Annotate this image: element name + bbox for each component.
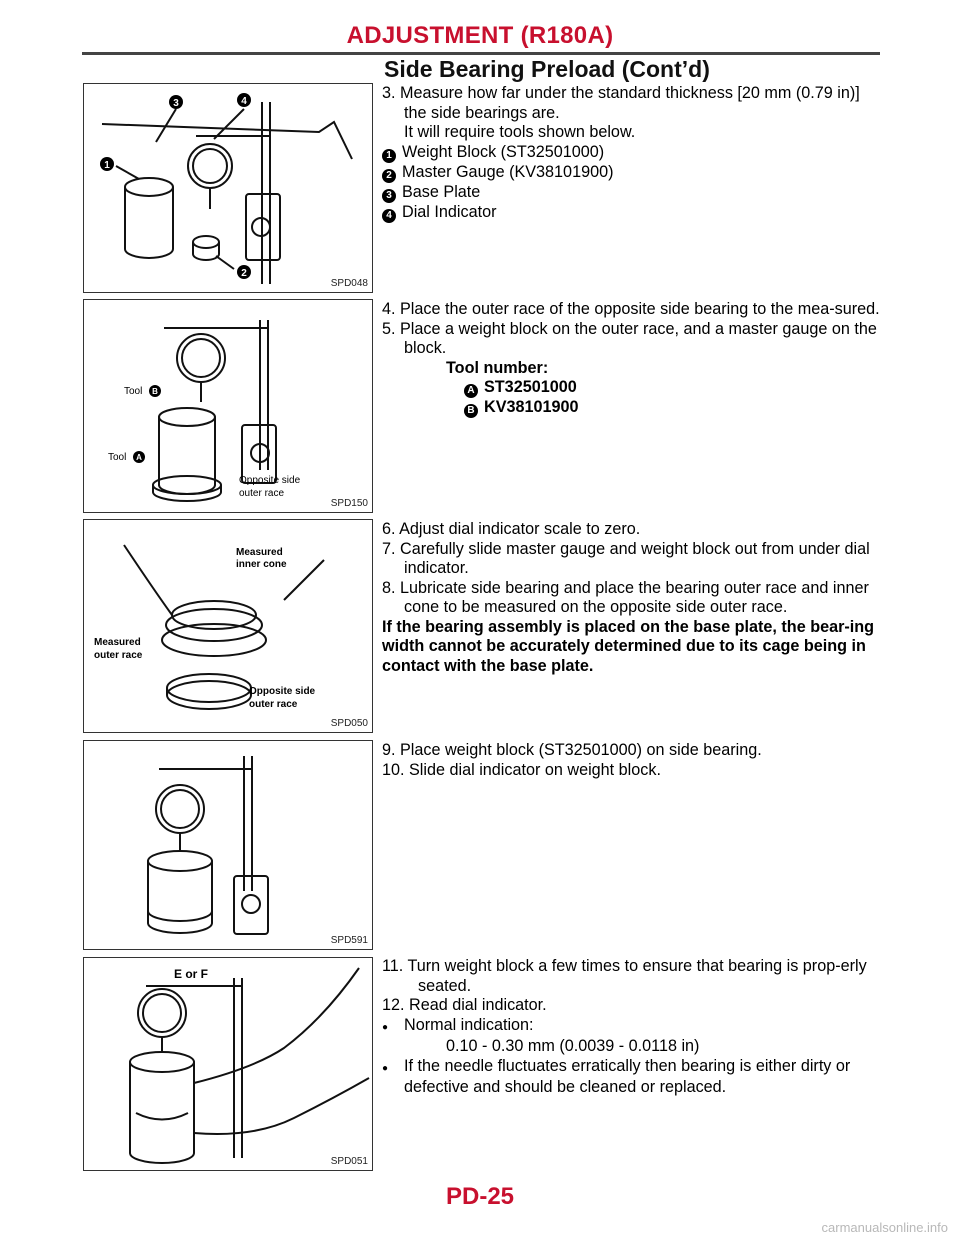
bearing-illustration xyxy=(84,520,374,734)
normal-indication-value: 0.10 - 0.30 mm (0.0039 - 0.0118 in) xyxy=(446,1037,700,1055)
figure-marker-1: 1 xyxy=(104,160,110,171)
reading-illustration xyxy=(84,958,374,1172)
section-title: ADJUSTMENT (R180A) xyxy=(346,22,614,49)
text-block-1 xyxy=(382,84,882,223)
step-12: 12. Read dial indicator. xyxy=(382,996,547,1014)
figure-label-opposite: Opposite side xyxy=(249,686,316,697)
tool-marker: A xyxy=(464,384,478,398)
watermark: carmanualsonline.info xyxy=(821,1220,948,1235)
figure-marker-a: A xyxy=(136,453,142,462)
step-3-note: It will require tools shown below. xyxy=(404,123,636,141)
figure-label-outer-race: outer race xyxy=(94,650,143,661)
tool-number xyxy=(382,398,882,418)
figure-label-opposite: Opposite side xyxy=(239,475,301,486)
section-subtitle: Side Bearing Preload (Cont’d) xyxy=(384,56,710,82)
caution-note: If the bearing assembly is placed on the base plate, the bear-ing width cannot be accurately determined due to its cage being in contact with the base plate. xyxy=(382,617,875,675)
tool-marker: B xyxy=(464,404,478,418)
bullet-text: Normal indication: xyxy=(404,1015,534,1034)
tool-number-heading: Tool number: xyxy=(446,358,549,377)
text-block-4 xyxy=(382,741,882,780)
figure-label-measured-2: Measured xyxy=(94,637,141,648)
figure-spd051 xyxy=(83,957,373,1171)
bullet-normal-indication xyxy=(382,1016,882,1038)
tool-item xyxy=(382,143,882,163)
item-marker: 4 xyxy=(382,209,396,223)
step-9: 9. Place weight block (ST32501000) on side bearing. xyxy=(382,741,762,759)
item-marker: 3 xyxy=(382,189,396,203)
item-marker: 1 xyxy=(382,149,396,163)
item-text: Dial Indicator xyxy=(402,202,497,221)
step-6: 6. Adjust dial indicator scale to zero. xyxy=(382,520,641,538)
step-4: 4. Place the outer race of the opposite side bearing to the mea-sured. xyxy=(382,300,880,318)
figure-marker-2: 2 xyxy=(241,268,247,279)
tools-illustration xyxy=(84,84,374,294)
figure-code: SPD048 xyxy=(330,278,368,289)
text-block-2 xyxy=(382,300,882,418)
step-7: 7. Carefully slide master gauge and weight block out from under dial indicator. xyxy=(382,539,870,577)
figure-spd048 xyxy=(83,83,373,293)
header-rule xyxy=(82,52,880,55)
item-marker: 2 xyxy=(382,169,396,183)
figure-code: SPD051 xyxy=(330,1156,368,1167)
tool-item xyxy=(382,163,882,183)
item-text: Master Gauge (KV38101900) xyxy=(402,162,614,181)
figure-label-e-or-f: E or F xyxy=(174,967,209,981)
tool-number-value: KV38101900 xyxy=(484,398,579,416)
step-5: 5. Place a weight block on the outer race, and a master gauge on the block. xyxy=(382,319,877,357)
figure-label-outer-race-2: outer race xyxy=(249,699,298,710)
step-8: 8. Lubricate side bearing and place the bearing outer race and inner cone to be measured on the opposite side outer race. xyxy=(382,578,869,616)
figure-label-tool-a: Tool xyxy=(108,452,127,463)
figure-label-inner-cone: inner cone xyxy=(236,559,287,570)
figure-marker-b: B xyxy=(152,387,158,396)
step-3: 3. Measure how far under the standard thickness [20 mm (0.79 in)] the side bearings are. xyxy=(382,84,860,122)
item-text: Base Plate xyxy=(402,182,481,201)
figure-spd150 xyxy=(83,299,373,513)
figure-marker-3: 3 xyxy=(173,98,179,109)
bullet-needle xyxy=(382,1057,882,1098)
tool-item xyxy=(382,183,882,203)
bullet-marker: ● xyxy=(382,1021,389,1033)
tool-number-value: ST32501000 xyxy=(484,378,577,396)
item-text: Weight Block (ST32501000) xyxy=(402,142,605,161)
page-number: PD-25 xyxy=(445,1183,515,1210)
figure-code: SPD150 xyxy=(330,498,368,509)
figure-label-outer-race: outer race xyxy=(239,488,285,499)
text-block-5 xyxy=(382,957,882,1098)
tool-item xyxy=(382,203,882,223)
figure-label-measured: Measured xyxy=(236,547,283,558)
bullet-marker: ● xyxy=(382,1062,389,1074)
step-10: 10. Slide dial indicator on weight block. xyxy=(382,760,661,779)
bullet-text: If the needle fluctuates erratically then bearing is either dirty or defective and should be cleaned or replaced. xyxy=(404,1056,851,1096)
figure-code: SPD050 xyxy=(330,718,368,729)
text-block-3 xyxy=(382,520,882,676)
figure-marker-4: 4 xyxy=(241,96,247,107)
master-gauge-illustration xyxy=(84,300,374,514)
figure-spd591 xyxy=(83,740,373,950)
step-11: 11. Turn weight block a few times to ensure that bearing is prop-erly seated. xyxy=(382,957,867,995)
tool-number xyxy=(382,378,882,398)
figure-label-tool-b: Tool xyxy=(124,386,143,397)
figure-code: SPD591 xyxy=(330,935,368,946)
figure-spd050 xyxy=(83,519,373,733)
weight-block-illustration xyxy=(84,741,374,951)
